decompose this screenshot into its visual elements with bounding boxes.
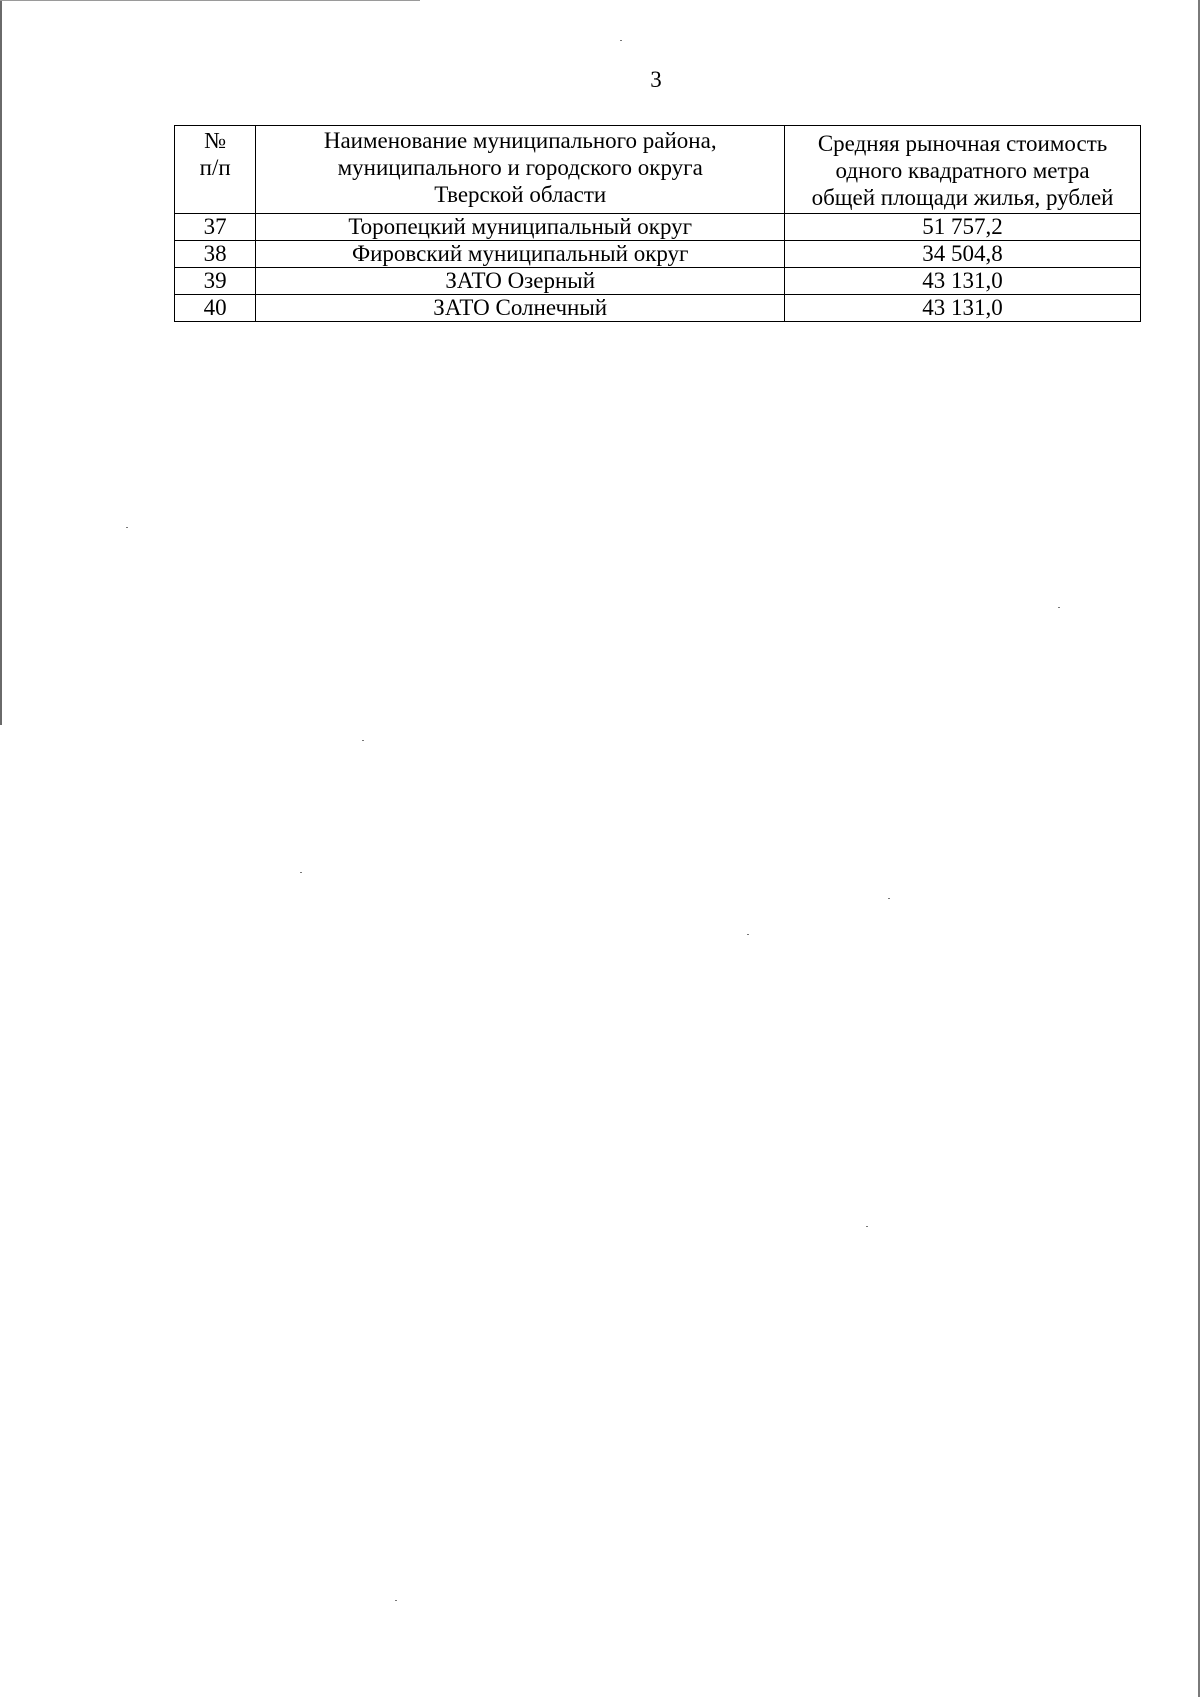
row-num: 39 — [175, 268, 256, 295]
header-name — [256, 126, 785, 214]
table-header-row — [175, 126, 1141, 214]
scan-speck — [866, 1226, 868, 1227]
table-row — [175, 295, 1141, 322]
scan-speck — [1058, 607, 1060, 608]
scan-top-edge — [0, 0, 420, 1]
header-name-line: Наименование муниципального района, — [323, 128, 717, 153]
row-num: 40 — [175, 295, 256, 322]
row-num: 38 — [175, 241, 256, 268]
scan-edge-left — [0, 0, 2, 725]
scan-speck — [395, 1600, 397, 1601]
row-price: 43 131,0 — [785, 295, 1141, 322]
table-row — [175, 268, 1141, 295]
scan-speck — [300, 872, 302, 873]
page-number: 3 — [650, 67, 662, 92]
header-price-line: общей площади жилья, рублей — [811, 185, 1114, 210]
table-row — [175, 214, 1141, 241]
table-row — [175, 241, 1141, 268]
scan-speck — [747, 934, 749, 935]
header-num-line: № — [204, 128, 227, 153]
row-price: 34 504,8 — [785, 241, 1141, 268]
header-price-line: одного квадратного метра — [835, 158, 1090, 183]
housing-cost-table — [174, 125, 1141, 322]
header-num — [175, 126, 256, 214]
header-price — [785, 126, 1141, 214]
row-num: 37 — [175, 214, 256, 241]
scan-speck — [126, 527, 128, 528]
row-name: Торопецкий муниципальный округ — [256, 214, 785, 241]
scan-speck — [620, 40, 622, 41]
row-name: ЗАТО Солнечный — [256, 295, 785, 322]
header-name-line: муниципального и городского округа — [337, 155, 703, 180]
header-name-line: Тверской области — [434, 182, 607, 207]
row-name: Фировский муниципальный округ — [256, 241, 785, 268]
row-price: 51 757,2 — [785, 214, 1141, 241]
row-name: ЗАТО Озерный — [256, 268, 785, 295]
header-num-line: п/п — [199, 155, 231, 180]
header-price-line: Средняя рыночная стоимость — [817, 131, 1108, 156]
row-price: 43 131,0 — [785, 268, 1141, 295]
scan-speck — [888, 898, 890, 899]
scan-speck — [362, 740, 364, 741]
